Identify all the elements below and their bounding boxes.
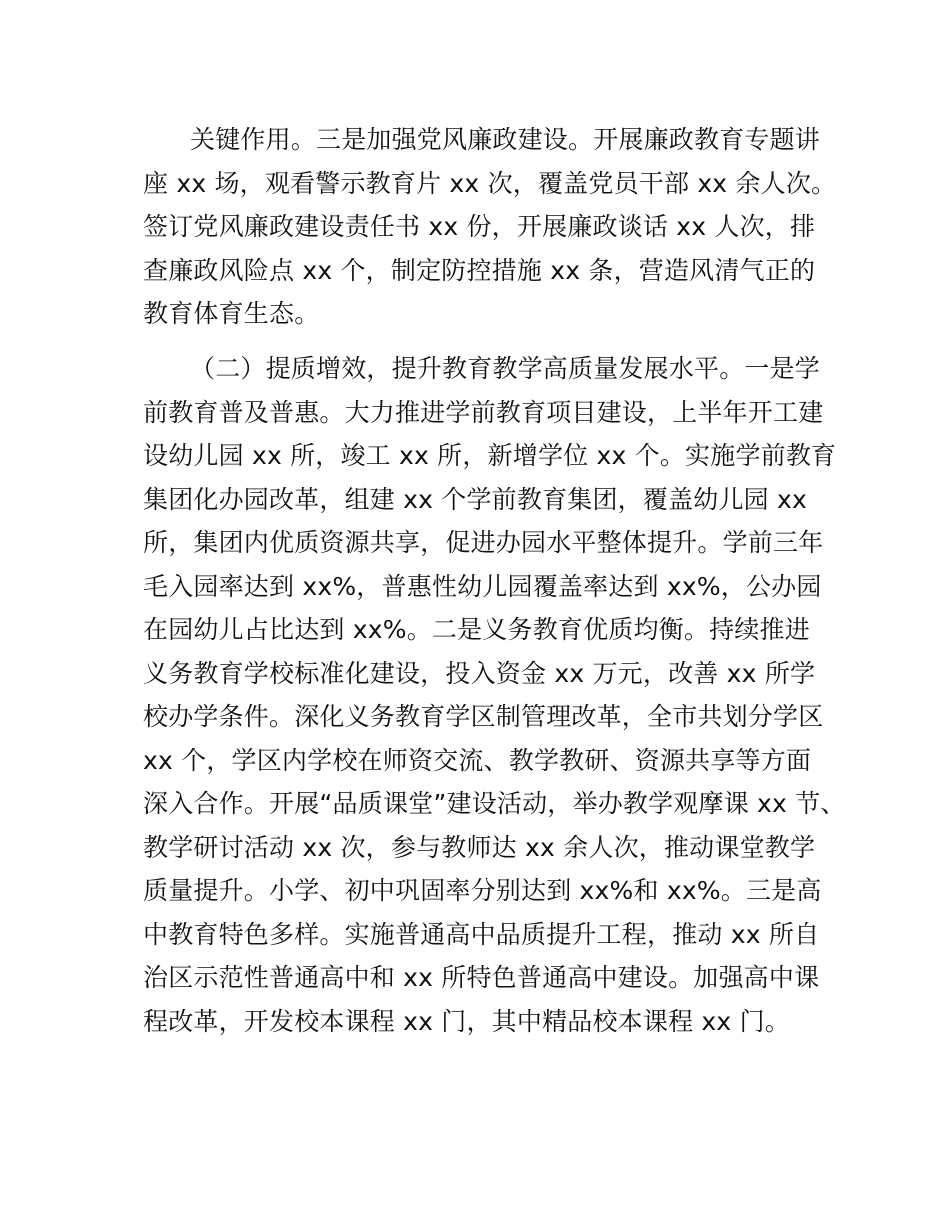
text-line: 所，集团内优质资源共享，促进办园水平整体提升。学前三年 bbox=[143, 528, 824, 557]
text-line: 治区示范性普通高中和 xx 所特色普通高中建设。加强高中课 bbox=[143, 963, 820, 992]
text-line: xx 个，学区内学校在师资交流、教学教研、资源共享等方面 bbox=[143, 745, 812, 775]
section-heading-line: （二）提质增效，提升教育教学高质量发展水平。一是学 bbox=[190, 354, 821, 383]
text-line: 中教育特色多样。实施普通高中品质提升工程，推动 xx 所自 bbox=[143, 919, 820, 949]
text-line: 前教育普及普惠。大力推进学前教育项目建设，上半年开工建 bbox=[143, 397, 824, 427]
text-line: 义务教育学校标准化建设，投入资金 xx 万元，改善 xx 所学 bbox=[143, 658, 816, 688]
text-line: 关键作用。三是加强党风廉政建设。开展廉政教育专题讲 bbox=[190, 125, 821, 154]
text-line: 毛入园率达到 xx%，普惠性幼儿园覆盖率达到 xx%，公办园 bbox=[143, 571, 822, 601]
text-line: 座 xx 场，观看警示教育片 xx 次，覆盖党员干部 xx 余人次。 bbox=[143, 168, 837, 198]
text-line: 集团化办园改革，组建 xx 个学前教育集团，覆盖幼儿园 xx bbox=[143, 484, 808, 514]
text-line: 教学研讨活动 xx 次，参与教师达 xx 余人次，推动课堂教学 bbox=[143, 832, 816, 862]
text-line: 在园幼儿占比达到 xx%。二是义务教育优质均衡。持续推进 bbox=[143, 615, 810, 644]
text-line: 程改革，开发校本课程 xx 门，其中精品校本课程 xx 门。 bbox=[143, 1006, 790, 1036]
text-line: 签订党风廉政建设责任书 xx 份，开展廉政谈话 xx 人次，排 bbox=[143, 212, 816, 241]
text-line: 查廉政风险点 xx 个，制定防控措施 xx 条，营造风清气正的 bbox=[143, 255, 816, 285]
text-line: 质量提升。小学、初中巩固率分别达到 xx%和 xx%。三是高 bbox=[143, 876, 822, 905]
text-line: 校办学条件。深化义务教育学区制管理改革，全市共划分学区 bbox=[143, 702, 824, 731]
text-line: 教育体育生态。 bbox=[143, 299, 320, 328]
text-line: 深入合作。开展“品质课堂”建设活动，举办教学观摩课 xx 节、 bbox=[143, 789, 846, 818]
text-line: 设幼儿园 xx 所，竣工 xx 所，新增学位 xx 个。实施学前教育 bbox=[143, 441, 837, 470]
